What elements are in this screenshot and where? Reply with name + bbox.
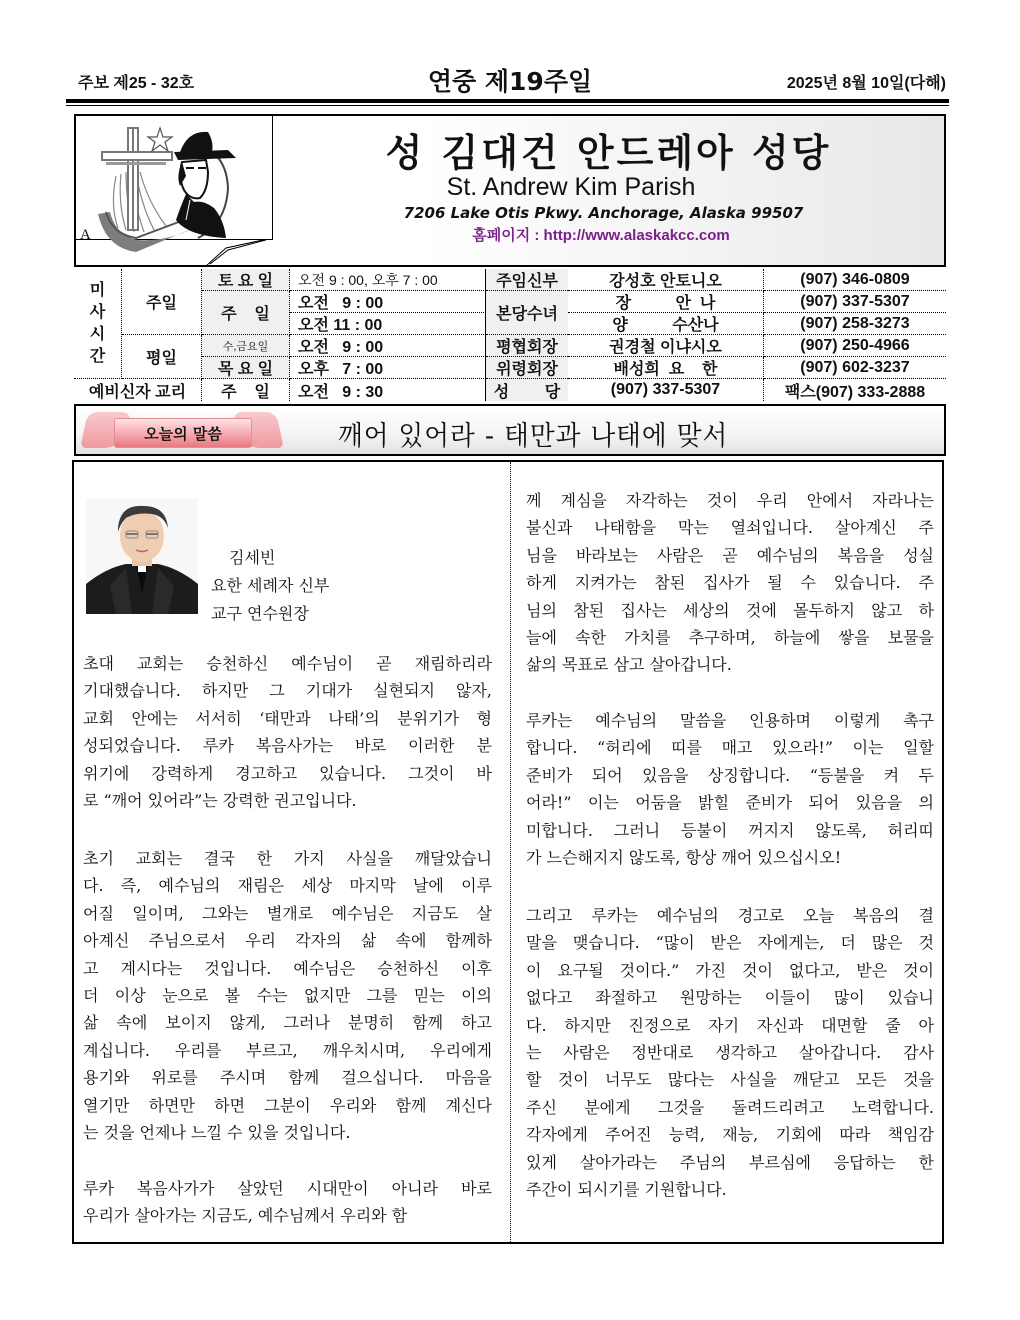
weekday-group-label: 평일 bbox=[122, 335, 202, 379]
contact-role: 위령회장 bbox=[486, 357, 568, 379]
church-name-korean: 성 김대건 안드레아 성당 bbox=[385, 131, 832, 175]
header-rule-thin bbox=[66, 105, 949, 106]
text-line: 할 것이 너무도 많다는 사실을 깨닫고 모든 것을 bbox=[526, 1070, 934, 1090]
page-curl-icon bbox=[206, 238, 266, 268]
church-homepage-link[interactable]: 홈페이지 : http://www.alaskakcc.com bbox=[472, 227, 730, 244]
text-line: 용기와 위로를 주시며 함께 걸으십니다. 마음을 bbox=[83, 1068, 492, 1088]
text-line: 늘에 속한 가치를 추구하며, 하늘에 쌓을 보물을 bbox=[526, 628, 934, 648]
schedule-time: 오전 9 : 30 bbox=[290, 379, 486, 401]
text-line: 삶의 목표로 삼고 살아갑니다. bbox=[526, 655, 732, 675]
church-fax: 팩스(907) 333-2888 bbox=[784, 383, 926, 401]
contact-name: 권경철 이냐시오 bbox=[568, 335, 764, 357]
label-char: 미 bbox=[89, 281, 106, 299]
paragraph bbox=[83, 845, 492, 1146]
text-line: 로 “깨어 있어라”는 강력한 권고입니다. bbox=[83, 791, 357, 811]
text-line: 께 계심을 자각하는 것이 우리 안에서 자라나는 bbox=[526, 491, 934, 510]
schedule-day: 토 요 일 bbox=[202, 269, 290, 291]
contact-phone: (907) 337-5307 bbox=[764, 291, 946, 313]
church-masthead bbox=[74, 114, 946, 267]
text-line: 없다고 좌절하고 원망하는 이들이 많이 있습니 bbox=[526, 988, 934, 1008]
author-title: 요한 세례자 신부 bbox=[211, 576, 330, 595]
label-char: 시 bbox=[89, 325, 106, 343]
schedule-day: 주 일 bbox=[202, 379, 290, 401]
text-line: 불신과 나태함을 막는 열쇠입니다. 살아계신 주 bbox=[526, 518, 934, 538]
mass-schedule-table bbox=[74, 269, 946, 401]
column-divider bbox=[510, 462, 511, 1242]
label-char: 간 bbox=[89, 347, 106, 365]
text-line: 계십니다. 우리를 부르고, 깨우치시며, 우리에게 bbox=[83, 1040, 492, 1060]
todays-word-banner bbox=[74, 404, 946, 456]
author-info bbox=[211, 544, 329, 628]
text-line: 주신 분에게 그것을 돌려드리려고 노력합니다. bbox=[526, 1097, 934, 1117]
contact-role: 평협회장 bbox=[486, 335, 568, 357]
text-line: 다. 하지만 진정으로 자기 자신과 대면할 줄 아 bbox=[526, 1015, 934, 1035]
text-line: 가 느슨해지지 않도록, 항상 깨어 있으십시오! bbox=[526, 848, 842, 868]
label-char: 사 bbox=[89, 303, 106, 321]
paragraph bbox=[83, 650, 492, 814]
contact-name: 배성희 요 한 bbox=[568, 357, 764, 379]
text-line: 초대 교회는 승천하신 예수님이 곧 재림하리라 bbox=[83, 654, 492, 673]
contact-role: 주임신부 bbox=[486, 269, 568, 291]
schedule-time: 오전 11 : 00 bbox=[290, 313, 486, 335]
text-line: 우리가 살아가는 지금도, 예수님께서 우리와 함 bbox=[83, 1206, 408, 1226]
text-line: 초기 교회는 결국 한 가지 사실을 깨달았습니 bbox=[83, 849, 492, 868]
contact-name: 양 수산나 bbox=[568, 313, 764, 335]
author-photo bbox=[86, 498, 198, 614]
schedule-time: 오전 9 : 00, 오후 7 : 00 bbox=[290, 269, 486, 291]
contact-role: 본당수녀 bbox=[486, 291, 568, 335]
church-phone: (907) 337-5307 bbox=[568, 379, 764, 401]
text-line: 더 이상 눈으로 볼 수는 없지만 그를 믿는 이의 bbox=[83, 986, 492, 1006]
text-line: 이 요구될 것이다.” 가진 것이 없다고, 받은 것이 bbox=[526, 960, 934, 980]
church-address: 7206 Lake Otis Pkwy. Anchorage, Alaska 99507 bbox=[403, 204, 804, 222]
liturgical-week-title: 연중 제19주일 bbox=[427, 67, 593, 96]
text-line: 말을 맺습니다. “많이 받은 자에게는, 더 많은 것 bbox=[526, 933, 934, 953]
contact-role: 성 당 bbox=[486, 379, 568, 401]
text-line: 주간이 되시기를 기원합니다. bbox=[526, 1180, 727, 1200]
text-line: 준비가 되어 있음을 상징합니다. “등불을 켜 두 bbox=[526, 765, 934, 785]
text-line: 는 사람은 정반대로 생각하고 살아갑니다. 감사 bbox=[526, 1043, 934, 1063]
text-line: 어질 일이며, 그와는 별개로 예수님은 지금도 살 bbox=[83, 903, 492, 923]
bulletin-issue-number: 주보 제25 - 32호 bbox=[78, 75, 195, 92]
text-line: 님을 바라보는 사람은 곧 예수님의 복음을 성실 bbox=[526, 545, 934, 565]
text-line: 하게 지켜가는 참된 집사가 될 수 있습니다. 주 bbox=[526, 573, 934, 593]
bulletin-date: 2025년 8월 10일(다해) bbox=[786, 75, 946, 92]
logo-letter: A bbox=[80, 227, 91, 243]
sunday-group-label: 주일 bbox=[122, 269, 202, 335]
contact-phone: (907) 258-3273 bbox=[764, 313, 946, 335]
text-line: 있게 살아가라는 주님의 부르심에 응답하는 한 bbox=[526, 1152, 934, 1172]
author-name: 김세빈 bbox=[229, 548, 276, 567]
text-line: 위기에 강력하게 경고하고 있습니다. 그것이 바 bbox=[83, 763, 492, 783]
schedule-time: 오전 9 : 00 bbox=[290, 335, 486, 357]
text-line: 루카는 예수님의 말씀을 인용하며 이렇게 촉구 bbox=[526, 711, 934, 730]
schedule-time: 오전 9 : 00 bbox=[290, 291, 486, 313]
paragraph bbox=[526, 902, 934, 1203]
schedule-day: 주 일 bbox=[202, 291, 290, 335]
text-line: 루카 복음사가가 살았던 시대만이 아니라 바로 bbox=[83, 1179, 492, 1198]
text-line: 성되었습니다. 루카 복음사가는 바로 이러한 분 bbox=[83, 736, 492, 756]
text-line: 열기만 하면만 하면 그분이 우리와 함께 계신다 bbox=[83, 1095, 492, 1115]
text-line: 님의 참된 집사는 세상의 것에 몰두하지 않고 하 bbox=[526, 600, 934, 620]
text-line: 고 계시다는 것입니다. 예수님은 승천하신 이후 bbox=[83, 958, 492, 978]
contact-name: 강성호 안토니오 bbox=[568, 269, 764, 291]
priest-portrait-icon bbox=[86, 498, 198, 614]
church-logo bbox=[76, 116, 273, 243]
text-line: 그리고 루카는 예수님의 경고로 오늘 복음의 결 bbox=[526, 906, 934, 925]
paragraph bbox=[526, 707, 934, 871]
text-line: 삶 속에 보이지 않게, 그러나 분명히 함께 하고 bbox=[83, 1013, 492, 1033]
text-line: 미합니다. 그러니 등불이 꺼지지 않도록, 허리띠 bbox=[526, 820, 934, 840]
text-line: 다. 즉, 예수님의 재림은 세상 마지막 날에 이루 bbox=[83, 876, 492, 896]
header-rule-thick bbox=[66, 99, 949, 103]
todays-word-label: 오늘의 말씀 bbox=[114, 418, 252, 448]
text-line: 합니다. “허리에 띠를 매고 있으라!” 이는 일할 bbox=[526, 738, 934, 758]
schedule-day: 목 요 일 bbox=[202, 357, 290, 379]
text-line: 는 것을 언제나 느낄 수 있을 것입니다. bbox=[83, 1123, 351, 1143]
text-line: 각자에게 주어진 능력, 재능, 기회에 따라 책임감 bbox=[526, 1125, 934, 1145]
schedule-time: 오후 7 : 00 bbox=[290, 357, 486, 379]
text-line: 교회 안에는 서서히 ‘태만과 나태’의 분위기가 형 bbox=[83, 708, 492, 728]
homily-title: 깨어 있어라 - 태만과 나태에 맞서 bbox=[338, 421, 729, 452]
contact-phone: (907) 602-3237 bbox=[764, 357, 946, 379]
church-name-english: St. Andrew Kim Parish bbox=[446, 173, 696, 201]
contact-phone: (907) 346-0809 bbox=[764, 269, 946, 291]
contact-phone: (907) 250-4966 bbox=[764, 335, 946, 357]
ribbon-decoration bbox=[82, 410, 282, 452]
paragraph bbox=[83, 1175, 492, 1230]
author-position: 교구 연수원장 bbox=[211, 604, 309, 623]
mass-time-label bbox=[74, 269, 122, 379]
text-line: 아계신 주님으로서 우리 각자의 삶 속에 함께하 bbox=[83, 931, 492, 951]
text-line: 기대했습니다. 하지만 그 기대가 실현되지 않자, bbox=[83, 681, 492, 701]
homily-article bbox=[72, 460, 944, 1244]
paragraph bbox=[526, 487, 934, 679]
contact-name: 장 안 나 bbox=[568, 291, 764, 313]
text-line: 어라!” 이는 어둠을 밝힐 준비가 되어 있음을 의 bbox=[526, 793, 934, 813]
catechumen-label: 예비신자 교리 bbox=[74, 379, 202, 401]
schedule-day: 수,금요일 bbox=[202, 335, 290, 357]
